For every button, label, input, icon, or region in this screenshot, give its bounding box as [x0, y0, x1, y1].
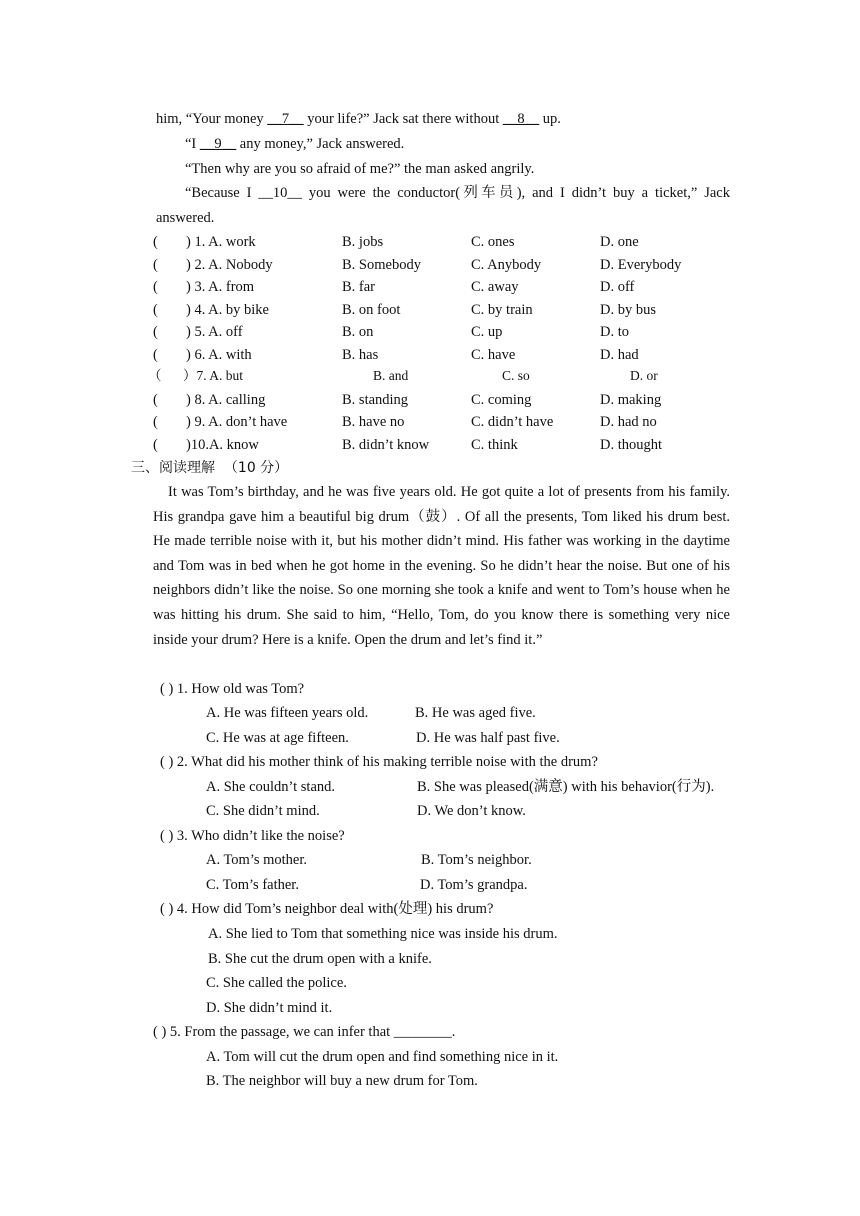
option-a: ) 1. A. work [186, 234, 256, 250]
reading-passage: It was Tom’s birthday, and he was five years old. He got quite a lot of presents from his family. His grandpa gave him a beautiful big drum（鼓）. Of all the presents, Tom liked his drum best. He made terrible noise with it, but his mother didn’t mind. His father was working in the daytime and Tom was in bed when he got home in the evening. So he didn’t hear the noise. But one of his neighbors didn’t like the noise. So one morning she took a knife and went to Tom’s house when he was hitting his drum. She said to him, “Hello, Tom, do you know there is something very nice inside your drum? Here is a knife. Open the drum and let’s find it.” [153, 484, 730, 648]
answer-paren[interactable]: ( [153, 392, 158, 408]
option-c: C. coming [471, 392, 532, 408]
option-b: B. The neighbor will buy a new drum for Tom. [206, 1073, 478, 1089]
option-c: C. She called the police. [206, 975, 347, 991]
blank-9: __9__ [199, 136, 237, 152]
option-b: B. She was pleased(满意) with his behavior(行为). [417, 779, 715, 795]
option-d: D. We don’t know. [417, 803, 526, 819]
option-c: C. didn’t have [471, 414, 554, 430]
option-b: B. far [342, 279, 376, 295]
option-d: D. making [600, 392, 662, 408]
option-d: D. thought [600, 437, 663, 453]
question-stem[interactable]: ( ) 5. From the passage, we can infer that ________. [153, 1024, 456, 1040]
option-a: ) 9. A. don’t have [186, 414, 288, 430]
option-d: D. She didn’t mind it. [206, 1000, 333, 1016]
option-c: C. Tom’s father. [206, 877, 299, 893]
option-a: ) 2. A. Nobody [186, 257, 273, 273]
cloze-line-2: “I __9__ any money,” Jack answered. [185, 136, 405, 152]
section-heading [131, 459, 288, 477]
question-stem[interactable]: ( ) 1. How old was Tom? [160, 681, 305, 697]
answer-paren[interactable]: ( [153, 234, 158, 250]
option-d: D. off [600, 279, 635, 295]
answer-paren[interactable]: ( [153, 279, 158, 295]
option-a: ) 6. A. with [186, 347, 252, 363]
cloze-line-4: “Because I __10__ you were the conductor(列车员), and I didn’t buy a ticket,” Jack [185, 185, 730, 201]
option-b: B. jobs [342, 234, 384, 250]
option-d: D. one [600, 234, 639, 250]
option-b: B. has [342, 347, 379, 363]
option-b: B. Somebody [342, 257, 421, 273]
option-a: A. She lied to Tom that something nice was inside his drum. [208, 926, 558, 942]
answer-paren[interactable]: ( [153, 414, 158, 430]
option-a: )10.A. know [186, 437, 259, 453]
option-a: A. He was fifteen years old. [206, 705, 369, 721]
option-b: B. and [373, 368, 409, 383]
option-d: D. or [630, 368, 658, 383]
section-title: 三、阅读理解 [131, 460, 215, 476]
cloze-line-3: “Then why are you so afraid of me?” the man asked angrily. [185, 161, 535, 177]
option-d: D. to [600, 324, 629, 340]
answer-paren[interactable]: ( [153, 302, 158, 318]
option-a: ）7. A. but [183, 368, 244, 383]
option-c: C. up [471, 324, 503, 340]
option-c: C. so [502, 368, 530, 383]
cloze-line-5: answered. [156, 210, 215, 226]
option-d: D. Everybody [600, 257, 682, 273]
option-c: C. She didn’t mind. [206, 803, 320, 819]
option-c: C. He was at age fifteen. [206, 730, 349, 746]
option-b: B. didn’t know [342, 437, 430, 453]
option-d: D. Tom’s grandpa. [420, 877, 528, 893]
option-c: C. Anybody [471, 257, 542, 273]
answer-paren[interactable]: ( [153, 324, 158, 340]
option-b: B. Tom’s neighbor. [421, 852, 532, 868]
option-a: ) 4. A. by bike [186, 302, 269, 318]
option-a: A. She couldn’t stand. [206, 779, 336, 795]
question-stem[interactable]: ( ) 3. Who didn’t like the noise? [160, 828, 345, 844]
option-c: C. think [471, 437, 518, 453]
option-b: B. He was aged five. [415, 705, 536, 721]
answer-paren[interactable]: ( [153, 347, 158, 363]
option-a: A. Tom will cut the drum open and find something nice in it. [206, 1049, 559, 1065]
option-c: C. ones [471, 234, 515, 250]
option-d: D. by bus [600, 302, 656, 318]
option-c: C. by train [471, 302, 533, 318]
answer-paren[interactable]: ( [153, 257, 158, 273]
blank-10: __10__ [258, 185, 302, 201]
option-d: D. had [600, 347, 639, 363]
option-d: D. He was half past five. [416, 730, 560, 746]
question-stem[interactable]: ( ) 2. What did his mother think of his making terrible noise with the drum? [160, 754, 598, 770]
option-b: B. on [342, 324, 374, 340]
option-a: ) 8. A. calling [186, 392, 266, 408]
option-d: D. had no [600, 414, 657, 430]
option-a: A. Tom’s mother. [206, 852, 308, 868]
option-b: B. on foot [342, 302, 401, 318]
option-a: ) 5. A. off [186, 324, 243, 340]
answer-paren[interactable]: ( [153, 437, 158, 453]
option-c: C. away [471, 279, 519, 295]
option-a: ) 3. A. from [186, 279, 255, 295]
section-points: （10 分） [223, 460, 289, 476]
answer-paren[interactable]: （ [148, 368, 162, 383]
option-c: C. have [471, 347, 516, 363]
cloze-line-1: him, “Your money __7__ your life?” Jack sat there without __8__ up. [156, 111, 561, 127]
blank-8: __8__ [502, 111, 540, 127]
question-stem[interactable]: ( ) 4. How did Tom’s neighbor deal with(处理) his drum? [160, 901, 494, 917]
option-b: B. standing [342, 392, 409, 408]
option-b: B. She cut the drum open with a knife. [208, 951, 432, 967]
option-b: B. have no [342, 414, 405, 430]
blank-7: __7__ [267, 111, 304, 127]
